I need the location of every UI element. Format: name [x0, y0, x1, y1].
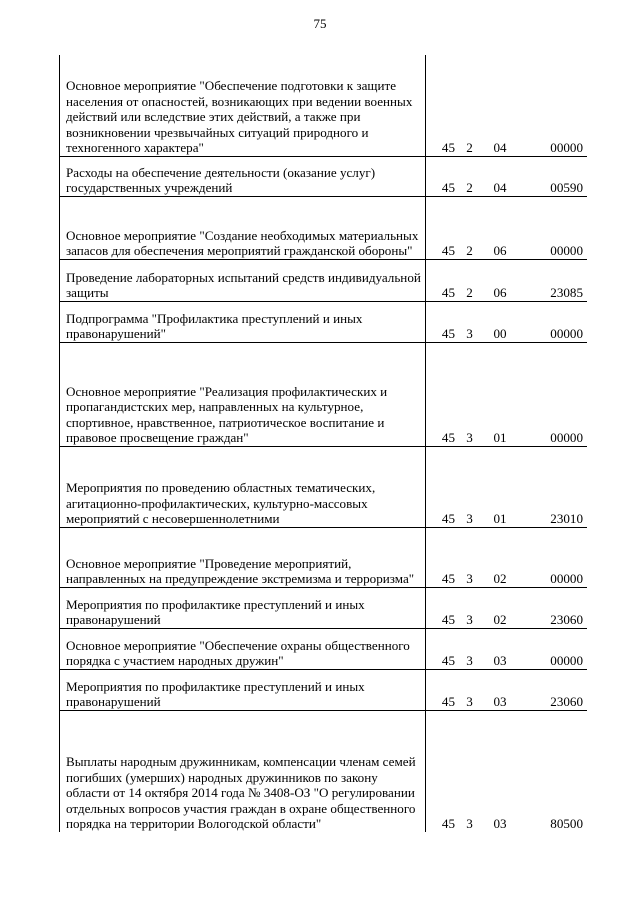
- code-direction: 00000: [550, 326, 583, 342]
- row-codes: [426, 157, 587, 196]
- code-chapter: 45: [441, 816, 455, 832]
- row-codes: [426, 197, 587, 259]
- code-subprogram: 3: [466, 816, 473, 832]
- table-row: [60, 629, 587, 670]
- row-codes: [426, 528, 587, 587]
- row-codes: [426, 55, 587, 156]
- code-activity: 04: [493, 140, 507, 156]
- row-name: Основное мероприятие "Создание необходимых материальных запасов для обеспечения мероприятий гражданской обороны": [60, 197, 426, 259]
- code-direction: 00000: [550, 430, 583, 446]
- code-activity: 04: [493, 180, 507, 196]
- code-chapter: 45: [441, 140, 455, 156]
- code-subprogram: 3: [466, 326, 473, 342]
- code-chapter: 45: [441, 612, 455, 628]
- code-subprogram: 2: [466, 243, 473, 259]
- code-subprogram: 2: [466, 140, 473, 156]
- code-direction: 00000: [550, 243, 583, 259]
- budget-table: [59, 55, 587, 832]
- table-row: [60, 302, 587, 343]
- code-activity: 02: [493, 612, 507, 628]
- code-subprogram: 3: [466, 694, 473, 710]
- row-name: Проведение лабораторных испытаний средств индивидуальной защиты: [60, 260, 426, 301]
- row-name: Основное мероприятие "Проведение мероприятий, направленных на предупреждение экстремизма и терроризма": [60, 528, 426, 587]
- table-row: [60, 343, 587, 447]
- row-name: Основное мероприятие "Обеспечение охраны общественного порядка с участием народных дружин": [60, 629, 426, 669]
- table-row: [60, 260, 587, 302]
- code-activity: 02: [493, 571, 507, 587]
- table-row: [60, 670, 587, 711]
- table-row: [60, 528, 587, 588]
- code-activity: 01: [493, 511, 507, 527]
- table-row: [60, 711, 587, 832]
- code-chapter: 45: [441, 180, 455, 196]
- code-chapter: 45: [441, 571, 455, 587]
- row-codes: [426, 588, 587, 628]
- code-subprogram: 3: [466, 612, 473, 628]
- code-subprogram: 3: [466, 571, 473, 587]
- code-subprogram: 3: [466, 430, 473, 446]
- code-chapter: 45: [441, 285, 455, 301]
- table-row: [60, 447, 587, 528]
- table-row: [60, 197, 587, 260]
- table-row: [60, 157, 587, 197]
- row-name: Мероприятия по профилактике преступлений и иных правонарушений: [60, 670, 426, 710]
- row-name: Подпрограмма "Профилактика преступлений и иных правонарушений": [60, 302, 426, 342]
- code-direction: 00000: [550, 571, 583, 587]
- code-activity: 01: [493, 430, 507, 446]
- code-subprogram: 2: [466, 180, 473, 196]
- row-name: Мероприятия по проведению областных тематических, агитационно-профилактических, культурно-массовых мероприятий с несовершеннолетними: [60, 447, 426, 527]
- code-direction: 80500: [550, 816, 583, 832]
- code-direction: 23060: [550, 612, 583, 628]
- code-chapter: 45: [441, 694, 455, 710]
- row-codes: [426, 302, 587, 342]
- code-activity: 03: [493, 816, 507, 832]
- row-name: Основное мероприятие "Реализация профилактических и пропагандистских мер, направленных на культурное, спортивное, нравственное, патриотическое воспитание и правовое просвещение граждан": [60, 343, 426, 446]
- code-direction: 00000: [550, 140, 583, 156]
- code-activity: 00: [493, 326, 507, 342]
- row-name: Расходы на обеспечение деятельности (оказание услуг) государственных учреждений: [60, 157, 426, 196]
- row-name: Мероприятия по профилактике преступлений и иных правонарушений: [60, 588, 426, 628]
- code-chapter: 45: [441, 326, 455, 342]
- code-activity: 03: [493, 694, 507, 710]
- code-direction: 23060: [550, 694, 583, 710]
- code-chapter: 45: [441, 511, 455, 527]
- row-codes: [426, 629, 587, 669]
- page-number: 75: [313, 16, 327, 31]
- code-activity: 06: [493, 285, 507, 301]
- code-subprogram: 2: [466, 285, 473, 301]
- table-row: [60, 55, 587, 157]
- code-chapter: 45: [441, 430, 455, 446]
- table-row: [60, 588, 587, 629]
- row-codes: [426, 260, 587, 301]
- row-codes: [426, 670, 587, 710]
- code-activity: 06: [493, 243, 507, 259]
- row-codes: [426, 343, 587, 446]
- code-direction: 23085: [550, 285, 583, 301]
- code-subprogram: 3: [466, 653, 473, 669]
- row-name: Основное мероприятие "Обеспечение подготовки к защите населения от опасностей, возникающих при ведении военных действий или вследствие этих действий, а также при возникновении чрезвычайных ситуаций природного и техногенного характера": [60, 55, 426, 156]
- code-chapter: 45: [441, 243, 455, 259]
- code-direction: 00590: [550, 180, 583, 196]
- row-name: Выплаты народным дружинникам, компенсации членам семей погибших (умерших) народных дружинников по закону области от 14 октября 2014 года № 3408-ОЗ "О регулировании отдельных вопросов участия граждан в охране общественного порядка на территории Вологодской области": [60, 711, 426, 832]
- code-chapter: 45: [441, 653, 455, 669]
- code-activity: 03: [493, 653, 507, 669]
- code-direction: 00000: [550, 653, 583, 669]
- code-subprogram: 3: [466, 511, 473, 527]
- row-codes: [426, 711, 587, 832]
- row-codes: [426, 447, 587, 527]
- code-direction: 23010: [550, 511, 583, 527]
